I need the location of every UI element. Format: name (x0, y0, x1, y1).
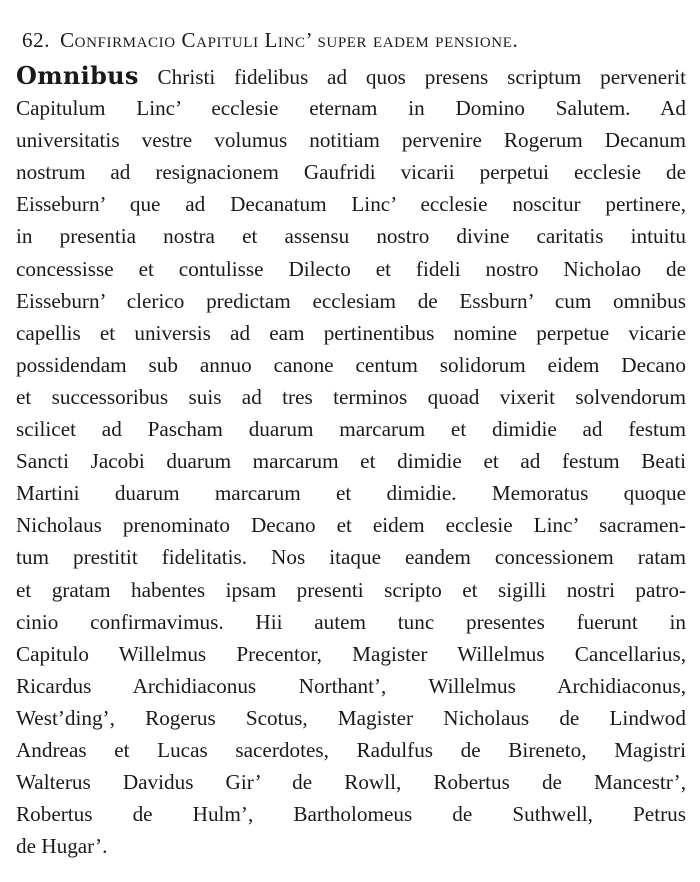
text-line: Capitulum Linc’ ecclesie eternam in Domino Salutem. Ad (16, 96, 686, 121)
text-line: Nicholaus prenominato Decano et eidem ecclesie Linc’ sacramen- (16, 513, 686, 538)
text-line: West’ding’, Rogerus Scotus, Magister Nicholaus de Lindwod (16, 705, 686, 730)
first-line-text: Christi fidelibus ad quos presens scriptum pervenerit (138, 65, 686, 89)
text-line: scilicet ad Pascham duarum marcarum et dimidie ad festum (16, 417, 686, 442)
text-line: Sancti Jacobi duarum marcarum et dimidie et ad festum Beati (16, 449, 686, 474)
text-line: et gratam habentes ipsam presenti scripto et sigilli nostri patro- (16, 577, 686, 602)
text-line: Eisseburn’ clerico predictam ecclesiam de Essburn’ cum omnibus (16, 288, 686, 313)
charter-number: 62. (22, 28, 51, 52)
text-line: Martini duarum marcarum et dimidie. Memoratus quoque (16, 481, 686, 506)
document-page (16, 20, 686, 862)
initial-word: Omnibus (16, 61, 139, 90)
text-line: et successoribus suis ad tres terminos quoad vixerit solvendorum (16, 384, 686, 409)
text-line: capellis et universis ad eam pertinentibus nomine perpetue vicarie (16, 320, 686, 345)
text-line: universitatis vestre volumus notitiam pervenire Rogerum Decanum (16, 128, 686, 153)
text-line: Walterus Davidus Gir’ de Rowll, Robertus de Mancestr’, (16, 770, 686, 795)
text-line: cinio confirmavimus. Hii autem tunc presentes fuerunt in (16, 609, 686, 634)
charter-text (16, 60, 686, 862)
text-line: Capitulo Willelmus Precentor, Magister Willelmus Cancellarius, (16, 641, 686, 666)
text-line: Ricardus Archidiaconus Northant’, Willelmus Archidiaconus, (16, 673, 686, 698)
text-line: possidendam sub annuo canone centum solidorum eidem Decano (16, 352, 686, 377)
text-line: in presentia nostra et assensu nostro divine caritatis intuitu (16, 224, 686, 249)
text-line-last: de Hugar’. (16, 834, 108, 859)
charter-heading (22, 20, 686, 60)
text-line: Eisseburn’ que ad Decanatum Linc’ ecclesie noscitur pertinere, (16, 192, 686, 217)
text-line: tum prestitit fidelitatis. Nos itaque eandem concessionem ratam (16, 545, 686, 570)
text-line: Robertus de Hulm’, Bartholomeus de Suthwell, Petrus (16, 802, 686, 827)
charter-title: Confirmacio Capituli Linc’ super eadem pensione. (60, 28, 519, 52)
text-line: Andreas et Lucas sacerdotes, Radulfus de Bireneto, Magistri (16, 737, 686, 762)
text-line: nostrum ad resignacionem Gaufridi vicarii perpetui ecclesie de (16, 160, 686, 185)
text-line-1 (16, 60, 686, 92)
text-line: concessisse et contulisse Dilecto et fideli nostro Nicholao de (16, 256, 686, 281)
